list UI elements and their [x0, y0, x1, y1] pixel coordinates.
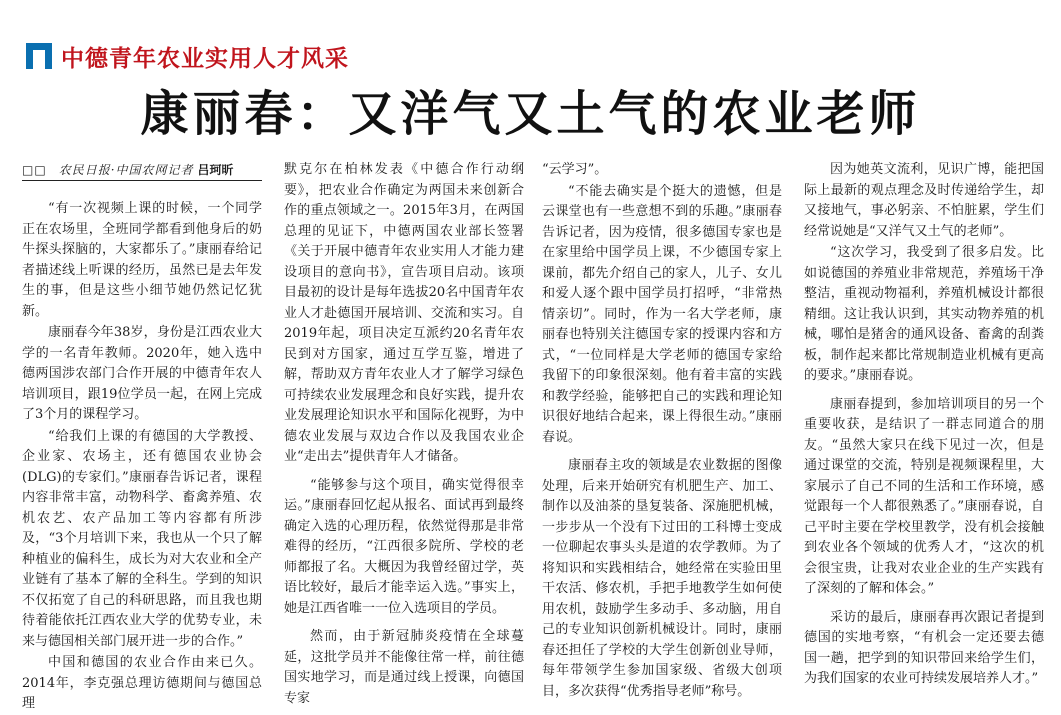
- byline-divider: [22, 180, 262, 181]
- article-column-1: [22, 199, 262, 711]
- headline: 康丽春：又洋气又土气的农业老师: [140, 86, 921, 142]
- paragraph: “能够参与这个项目，确实觉得很幸运。”康丽春回忆起从报名、面试再到最终确定入选的心理历程，依然觉得那是非常难得的经历，“江西很多院所、学校的老师都报了名。大概因为我曾经留过学，英语比较好，最后才能幸运入选。”事实上，她是江西省唯一一位入选项目的学员。: [284, 477, 524, 616]
- byline: [22, 161, 262, 179]
- byline-boxes: □□: [22, 163, 47, 177]
- paragraph: 中国和德国的农业合作由来已久。2014年，李克强总理访德期间与德国总理: [22, 655, 262, 711]
- byline-credit: 农民日报·中国农网记者: [58, 163, 194, 177]
- column-logo-icon: [26, 43, 52, 69]
- paragraph: 康丽春今年38岁，身份是江西农业大学的一名青年教师。2020年，她入选中德两国涉农部门合作开展的中德青年农人培训项目，跟19位学员一起，在网上完成了3个月的课程学习。: [22, 325, 262, 422]
- paragraph: 康丽春主攻的领域是农业数据的图像处理，后来开始研究有机肥生产、加工、制作以及油茶的垦复装备、深施肥机械，一步步从一个没有下过田的工科博士变成一位聊起农事头头是道的农学教师。为了将知识和实践相结合，她经常在实验田里干农活、修农机，手把手地教学生如何使用农机，鼓励学生多动手、多动脑，用自己的专业知识创新机械设计。同时，康丽春还担任了学校的大学生创新创业导师，每年带领学生参加国家级、省级大创项目，多次获得“优秀指导老师”称号。: [542, 458, 782, 699]
- column-name: 中德青年农业实用人才风采: [61, 45, 349, 72]
- paragraph: 康丽春提到，参加培训项目的另一个重要收获，是结识了一群志同道合的朋友。“虽然大家只在线下见过一次，但是通过课堂的交流，特别是视频课程里，大家展示了自己不同的生活和工作环境，感觉跟每一个人都很熟悉了。”康丽春说，自己平时主要在学校里教学，没有机会接触到农业各个领域的优秀人才，“这次的机会很宝贵，让我对农业企业的生产实践有了深刻的了解和体会。”: [804, 396, 1044, 596]
- byline-author: 吕珂昕: [197, 163, 234, 177]
- paragraph: 采访的最后，康丽春再次跟记者提到德国的实地考察，“有机会一定还要去德国一趟，把学到的知识带回来给学生们，为我们国家的农业可持续发展培养人才。”: [804, 609, 1044, 686]
- paragraph: “给我们上课的有德国的大学教授、企业家、农场主，还有德国农业协会(DLG)的专家们。”康丽春告诉记者，课程内容非常丰富，动物科学、畜禽养殖、农机农艺、农产品加工等内容都有所涉及，“3个月培训下来，我也从一个只了解种植业的偏科生，成长为对大农业和全产业链有了基本了解的全科生。学到的知识不仅拓宽了自己的科研思路，而且我也期待着能依托江西农业大学的优势专业，未来与德国相关部门展开进一步的合作。”: [22, 428, 262, 649]
- paragraph: “有一次视频上课的时候，一个同学正在农场里，全班同学都看到他身后的奶牛探头探脑的，大家都乐了。”康丽春给记者描述线上听课的经历，虽然已是去年发生的事，但是这些小细节她仍然记忆犹新。: [22, 201, 262, 319]
- paragraph: “不能去确实是个挺大的遗憾，但是云课堂也有一些意想不到的乐趣。”康丽春告诉记者，因为疫情，很多德国专家也是在家里给中国学员上课，不少德国专家上课前，都先介绍自己的家人，儿子、女儿和爱人逐个跟中国学员打招呼，“非常热情亲切”。同时，作为一名大学老师，康丽春也特别关注德国专家的授课内容和方式，“一位同样是大学老师的德国专家给我留下的印象很深刻。他有着丰富的实践和教学经验，能够把自己的实践和理论知识很好地结合起来，课上得很生动。”康丽春说。: [542, 183, 782, 445]
- article-column-2: [284, 160, 524, 706]
- article-column-3: [542, 160, 782, 699]
- paragraph: “云学习”。: [542, 162, 608, 177]
- paragraph: 因为她英文流利，见识广博，能把国际上最新的观点理念及时传递给学生，却又接地气，事必躬亲、不怕脏累，学生们经常说她是“又洋气又土气的老师”。: [804, 162, 1044, 239]
- paragraph: “这次学习，我受到了很多启发。比如说德国的养殖业非常规范，养殖场干净整洁，重视动物福利，养殖机械设计都很精细。这让我认识到，其实动物养殖的机械，哪怕是猪舍的通风设备、畜禽的刮粪板，制作起来都比常规制造业机械有更高的要求。”康丽春说。: [804, 245, 1044, 383]
- article-column-4: [804, 160, 1044, 686]
- column-header: [26, 40, 349, 72]
- paragraph: 默克尔在柏林发表《中德合作行动纲要》，把农业合作确定为两国未来创新合作的重点领域之一。2015年3月，在两国总理的见证下，中德两国农业部长签署《关于开展中德青年农业实用人才能力建设项目的意向书》，宣告项目启动。该项目最初的设计是每年选拔20名中国青年农业人才赴德国开展培训、交流和实习。自2019年起，项目决定互派约20名青年农民到对方国家，通过互学互鉴，增进了解，帮助双方青年农业人才了解学习绿色可持续农业发展理念和良好实践，提升农业发展理论知识水平和国际化视野，为中德农业发展与双边合作以及我国农业企业“走出去”提供青年人才储备。: [284, 162, 524, 464]
- paragraph: 然而，由于新冠肺炎疫情在全球蔓延，这批学员并不能像往常一样，前往德国实地学习，而是通过线上授课，向德国专家: [284, 629, 524, 706]
